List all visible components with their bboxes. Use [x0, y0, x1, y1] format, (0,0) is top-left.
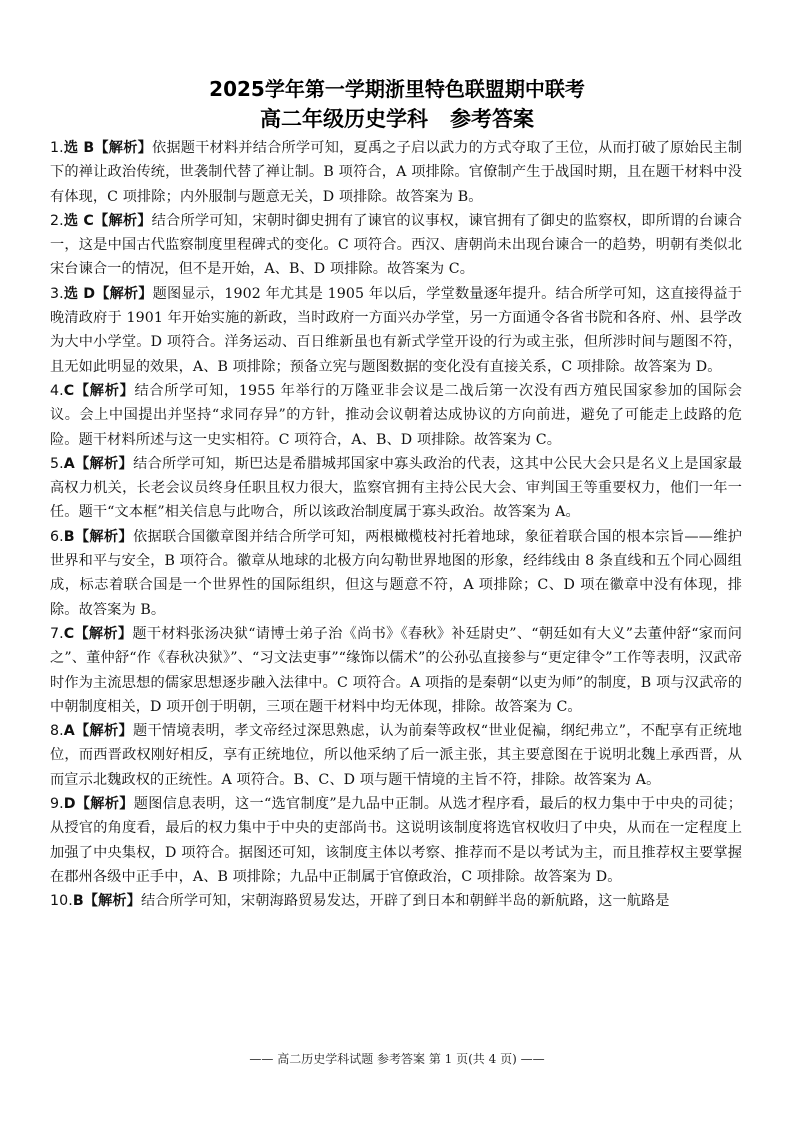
answer-item: [50, 792, 742, 889]
answer-choice-header: B【解析】: [72, 893, 141, 910]
answer-choice-header: C【解析】: [63, 382, 135, 399]
answer-number: 1.: [50, 140, 64, 156]
answer-explanation: 结合所学可知，宋朝时御史拥有了谏官的议事权，谏官拥有了御史的监察权，即所谓的台谏合一，这是中国古代监察制度里程碑式的变化。C 项符合。西汉、唐朝尚未出现台谏合一的趋势，明朝有类似北宋台谏合一的情况，但不是开始，A、B、D 项排除。故答案为 C。: [50, 212, 742, 278]
exam-subtitle: [0, 105, 794, 133]
answer-number: 6.: [50, 528, 64, 545]
answer-number: 9.: [50, 796, 64, 813]
answer-number: 3.: [50, 285, 64, 302]
answer-number: 8.: [50, 723, 64, 740]
answer-choice-header: B【解析】: [63, 528, 133, 545]
answer-choice-header: A【解析】: [63, 723, 133, 740]
answer-number: 10.: [50, 893, 73, 910]
answer-explanation: 结合所学可知，1955 年举行的万隆亚非会议是二战后第一次没有西方殖民国家参加的国际会议。会上中国提出并坚持“求同存异”的方针，推动会议朝着达成协议的方向前进，避免了可能走上歧路的危险。题干材料所述与这一史实相符。C 项符合，A、B、D 项排除。故答案为 C。: [50, 382, 742, 448]
answer-choice-header: C【解析】: [63, 625, 133, 642]
answer-item: [50, 525, 742, 622]
answer-choice-header: 选 B【解析】: [63, 140, 152, 156]
answer-explanation: 题图显示，1902 年尤其是 1905 年以后，学堂数量逐年提升。结合所学可知，这直接得益于晚清政府于 1901 年开始实施的新政，当时政府一方面兴办学堂，另一方面通令各省书院和各府、州、县学改为大中小学堂。D 项符合。洋务运动、百日维新虽也有新式学堂开设的行为或主张，但所涉时间与题图不符，且无如此明显的效果，A、B 项排除；预备立宪与题图数据的变化没有直接关系，C 项排除。故答案为 D。: [50, 285, 742, 375]
doc-type-label: 参考答案: [450, 107, 534, 131]
answer-explanation: 结合所学可知，宋朝海路贸易发达，开辟了到日本和朝鲜半岛的新航路，这一航路是: [140, 893, 670, 910]
page-footer: —— 高二历史学科试题 参考答案 第 1 页(共 4 页) ——: [249, 1052, 545, 1066]
answer-number: 4.: [50, 382, 64, 399]
answer-explanation: 题干材料张汤决狱“请博士弟子治《尚书》《春秋》补廷尉史”、“朝廷如有大义”去董仲舒“家而问之”、董仲舒“作《春秋决狱》”、“习文法吏事”“缘饰以儒术”的公孙弘直接参与“更定律令”工作等表明，汉武帝时作为主流思想的儒家思想逐步融入法律中。C 项符合。A 项指的是秦朝“以吏为师”的制度，B 项与汉武帝的中朝制度相关，D 项开创于明朝，三项在题干材料中均无体现，排除。故答案为 C。: [50, 625, 742, 715]
answer-choice-header: A【解析】: [63, 455, 134, 472]
answer-number: 2.: [50, 212, 64, 229]
answer-item: [50, 622, 742, 719]
answer-item: [50, 719, 742, 792]
answer-number: 5.: [50, 455, 64, 472]
answer-item: [50, 889, 742, 913]
exam-title: 2025学年第一学期浙里特色联盟期中联考: [209, 77, 585, 101]
answer-item: [50, 136, 742, 209]
answer-item: [50, 209, 742, 282]
answer-list: [50, 136, 742, 914]
answer-item: [50, 282, 742, 379]
answer-explanation: 题图信息表明，这一“选官制度”是九品中正制。从选才程序看，最后的权力集中于中央的司徒；从授官的角度看，最后的权力集中于中央的吏部尚书。这说明该制度将选官权收归了中央，从而在一定程度上加强了中央集权，D 项符合。据图还可知，该制度主体以考察、推荐而不是以考试为主，而且推荐权主要掌握在郡州各级中正手中，A、B 项排除；九品中正制属于官僚政治，C 项排除。故答案为 D。: [50, 796, 743, 885]
subject-label: 高二年级历史学科: [260, 107, 428, 131]
answer-choice-header: 选 C【解析】: [63, 212, 152, 229]
answer-item: [50, 379, 742, 452]
answer-choice-header: D【解析】: [63, 796, 134, 813]
answer-explanation: 题干情境表明，孝文帝经过深思熟虑，认为前秦等政权“世业促褊，纲纪弗立”，不配享有正统地位，而西晋政权刚好相反，享有正统地位，所以他采纳了后一派主张，其主要意图在于说明北魏上承西晋，从而宣示北魏政权的正统性。A 项符合。B、C、D 项与题干情境的主旨不符，排除。故答案为 A。: [50, 723, 742, 788]
answer-explanation: 结合所学可知，斯巴达是希腊城邦国家中寡头政治的代表，这其中公民大会只是名义上是国家最高权力机关，长老会议员终身任职且权力很大，监察官拥有主持公民大会、审判国王等重要权力，他们一年一任。题干“文本框”相关信息与此吻合，所以该政治制度属于寡头政治。故答案为 A。: [50, 455, 742, 521]
answer-explanation: 依据联合国徽章图并结合所学可知，两根橄榄枝衬托着地球，象征着联合国的根本宗旨——维护世界和平与安全，B 项符合。徽章从地球的北极方向勾勒世界地图的形象，经纬线由 8 条直线和五个同心圆组成，标志着联合国是一个世界性的国际组织，但这与题意不符，A 项排除；C、D 项在徽章中没有体现，排除。故答案为 B。: [50, 528, 742, 618]
answer-number: 7.: [50, 625, 64, 642]
answer-choice-header: 选 D【解析】: [63, 285, 153, 302]
answer-explanation: 依据题干材料并结合所学可知，夏禹之子启以武力的方式夺取了王位，从而打破了原始民主制下的禅让政治传统，世袭制代替了禅让制。B 项符合，A 项排除。官僚制产生于战国时期，且在题干材料中没有体现，C 项排除；内外服制与题意无关，D 项排除。故答案为 B。: [50, 140, 742, 205]
answer-item: [50, 452, 742, 525]
